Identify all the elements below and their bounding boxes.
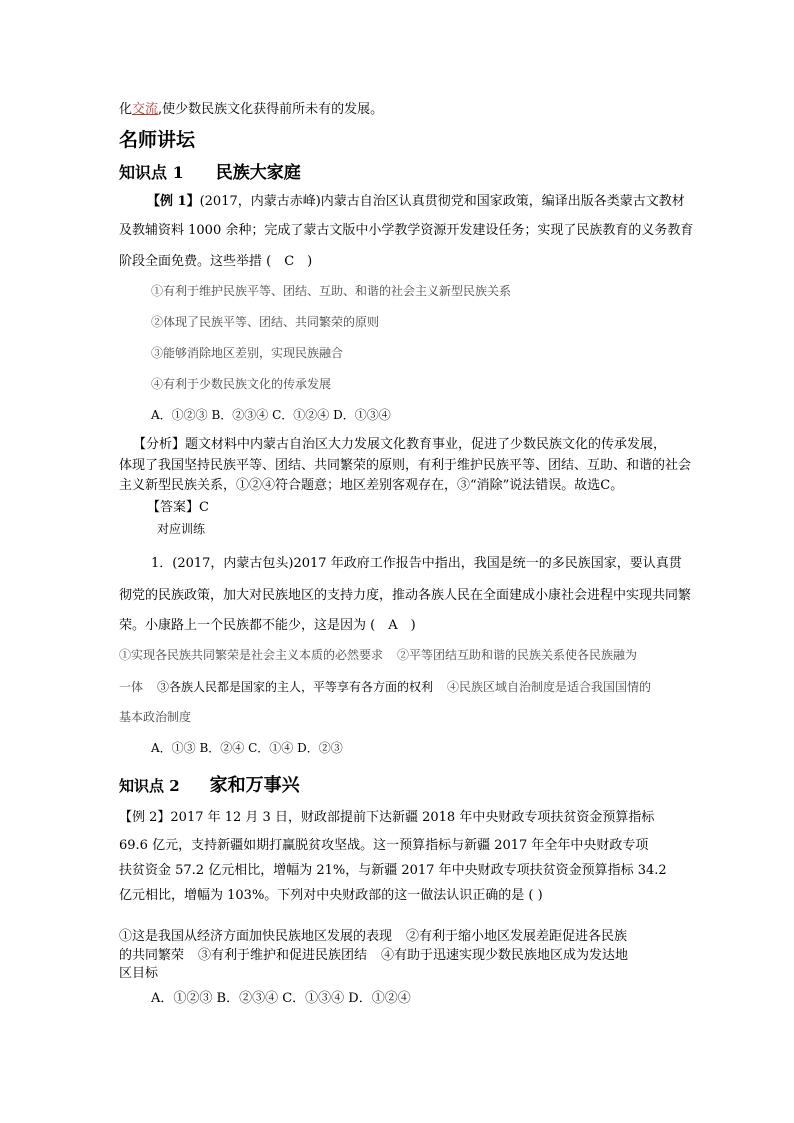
kp1-q1-option-3: ③各族人民都是国家的主人，平等享有各方面的权利 [157, 680, 434, 694]
kp2-example-line1 [119, 806, 654, 825]
kp2-example-line4: 亿元相比，增幅为 103%。下列对中央财政部的这一做法认识正确的是 ( ) [119, 888, 543, 903]
intro-pre: 化 [119, 102, 133, 117]
kp1-analysis-line3: 主义新型民族关系，①②④符合题意；地区差别客观存在，③“消除”说法错误。故选C。 [119, 478, 624, 493]
kp1-q1-option-2a: ②平等团结互助和谐的民族关系使各民族融为 [397, 648, 638, 662]
kp2-options-line2 [119, 944, 628, 963]
kp1-analysis-tag: 【分析】 [133, 437, 186, 452]
kp1-q1-option-1: ①实现各民族共同繁荣是社会主义本质的必然要求 [119, 648, 384, 662]
kp2-options-line1 [119, 925, 627, 944]
kp1-example-line2: 及教辅资料 1000 余种；完成了蒙古文版中小学教学资源开发建设任务；实现了民族教育的义务教育 [119, 223, 694, 238]
kp2-option-2b: 的共同繁荣 [119, 948, 185, 963]
kp1-analysis-line1 [133, 433, 666, 452]
kp2-label: 知识点 2 [119, 777, 180, 795]
kp1-q1-options-line2 [119, 678, 651, 695]
kp2-option-1: ①这是我国从经济方面加快民族地区发展的表现 [119, 929, 393, 944]
kp1-analysis-line2: 体现了我国坚持民族平等、团结、共同繁荣的原则，有利于维护民族平等、团结、互助、和谐的社会 [119, 458, 692, 473]
kp2-title: 家和万事兴 [209, 775, 300, 796]
kp1-label: 知识点 1 [119, 163, 184, 182]
kp1-option-1: ①有利于维护民族平等、团结、互助、和谐的社会主义新型民族关系 [151, 284, 512, 298]
kp2-example-text1: 2017 年 12 月 3 日，财政部提前下达新疆 2018 年中央财政专项扶贫资金预算指标 [170, 810, 655, 825]
kp1-example-line3: 阶段全面免费。这些举措 ( C ) [119, 254, 313, 269]
kp1-q1-line2: 彻党的民族政策，加大对民族地区的支持力度，推动各族人民在全面建成小康社会进程中实现共同繁 [119, 588, 692, 603]
kp1-q1-option-4a: ④民族区域自治制度是适合我国国情的 [447, 680, 652, 694]
kp1-choices: A．①②③ B．②③④ C．①②④ D．①③④ [151, 408, 391, 422]
kp2-option-2a: ②有利于缩小地区发展差距促进各民族 [406, 929, 628, 944]
kp2-choices: A．①②③ B．②③④ C．①③④ D．①②④ [151, 991, 411, 1006]
kp2-option-3: ③有利于维护和促进民族团结 [198, 948, 368, 963]
kp1-option-4: ④有利于少数民族文化的传承发展 [151, 377, 332, 391]
kp1-q1-options-line3: 基本政治制度 [119, 710, 192, 724]
kp2-heading [119, 771, 300, 797]
kp1-example-tag: 【例 1】 [147, 194, 200, 209]
kp1-option-2: ②体现了民族平等、团结、共同繁荣的原则 [151, 315, 380, 329]
kp1-q1-choices: A．①③ B．②④ C．①④ D．②③ [151, 741, 343, 755]
kp2-option-4a: ④有助于迅速实现少数民族地区成为发达地 [381, 948, 629, 963]
kp1-heading [119, 158, 301, 183]
kp1-q1-options-line1 [119, 646, 637, 663]
kp2-example-line2: 69.6 亿元，支持新疆如期打赢脱贫攻坚战。这一预算指标与新疆 2017 年全年中央财政专项 [119, 838, 649, 853]
kp1-answer: 【答案】C [147, 500, 209, 515]
kp2-example-tag: 【例 2】 [119, 810, 171, 825]
kp1-analysis-text1: 题文材料中内蒙古自治区大力发展文化教育事业，促进了少数民族文化的传承发展， [185, 437, 667, 452]
kp1-q1-line1: 1．(2017，内蒙古包头)2017 年政府工作报告中指出，我国是统一的多民族国家，要认真贯 [151, 556, 682, 571]
kp1-example-text1: (2017，内蒙古赤峰)内蒙古自治区认真贯彻党和国家政策，编译出版各类蒙古文教材 [199, 194, 685, 209]
kp1-q1-option-2b: 一体 [119, 680, 144, 694]
kp2-example-line3: 扶贫资金 57.2 亿元相比，增幅为 21%，与新疆 2017 年中央财政专项扶贫资金预算指标 34.2 [119, 863, 667, 878]
kp2-options-line3: 区目标 [119, 966, 159, 981]
kp1-example-line1 [147, 190, 685, 209]
intro-line [119, 98, 383, 117]
intro-post: ,使少数民族文化获得前所未有的发展。 [158, 102, 384, 117]
kp1-q1-line3: 荣。小康路上一个民族都不能少，这是因为 ( A ) [119, 618, 416, 633]
kp1-training-label: 对应训练 [157, 522, 206, 536]
kp1-option-3: ③能够消除地区差别，实现民族融合 [151, 346, 344, 360]
section-title: 名师讲坛 [119, 129, 196, 151]
kp1-title: 民族大家庭 [215, 163, 301, 183]
intro-underlined-link[interactable]: 交流 [132, 102, 159, 117]
